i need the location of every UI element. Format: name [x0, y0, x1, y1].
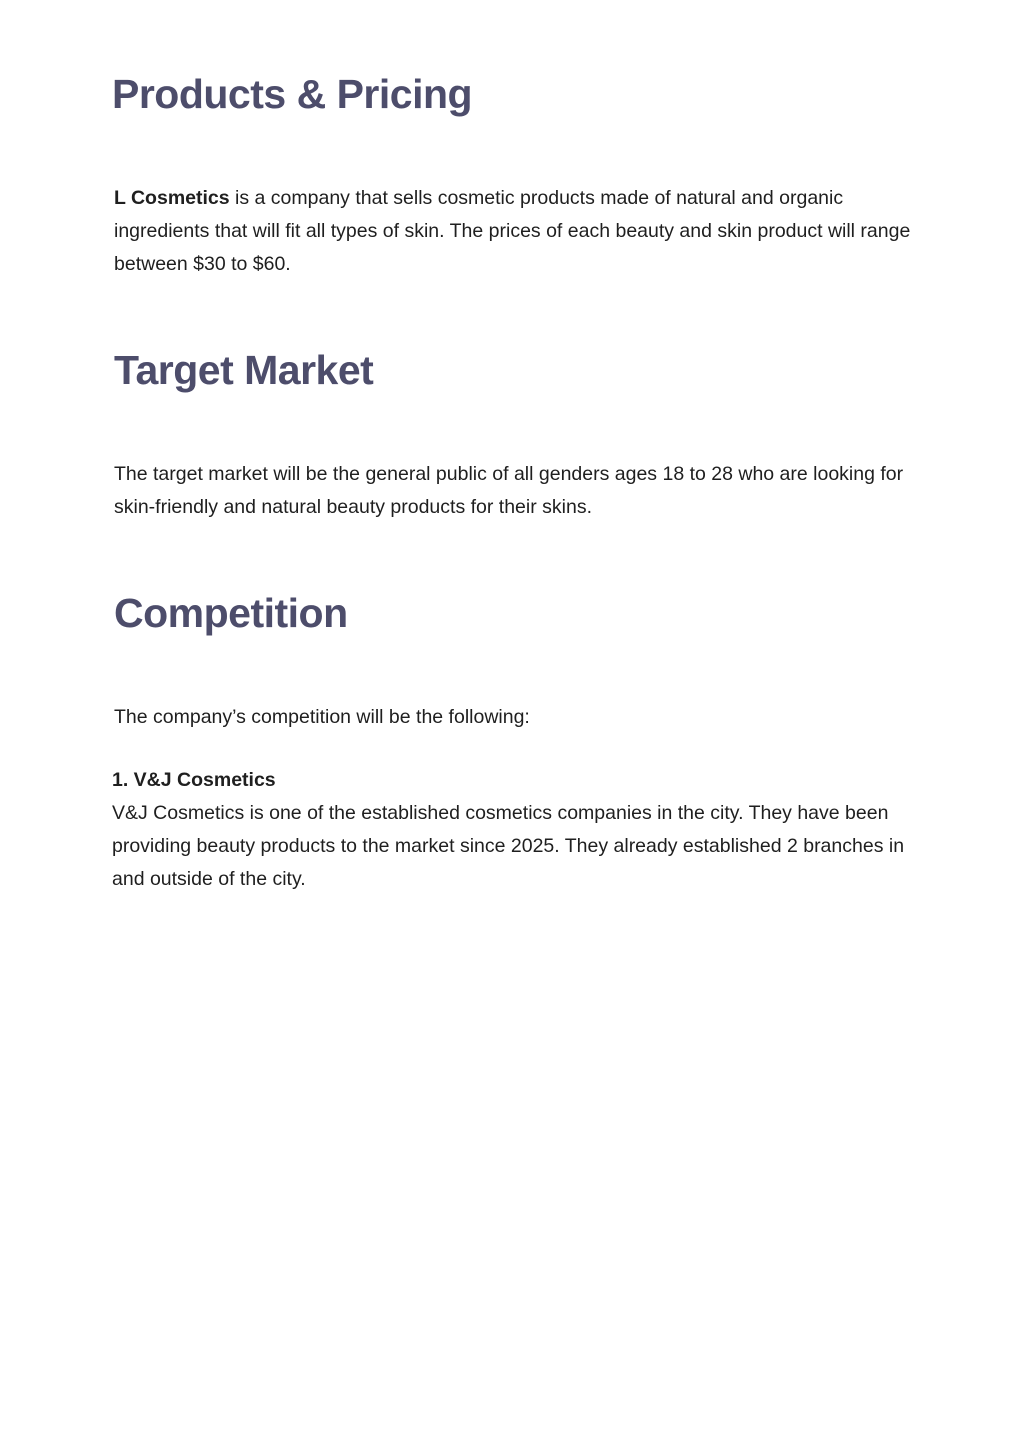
target-market-heading: Target Market [114, 347, 374, 393]
products-pricing-paragraph [114, 182, 914, 281]
competitor-description: V&J Cosmetics is one of the established cosmetics companies in the city. They have been providing beauty products to the market since 2025. They already established 2 branches in and outside of the city. [112, 802, 905, 890]
competition-intro: The company’s competition will be the following: [114, 706, 530, 728]
company-name: L Cosmetics [114, 187, 230, 209]
products-pricing-heading: Products & Pricing [112, 71, 473, 117]
competition-heading: Competition [114, 590, 348, 636]
target-market-paragraph: The target market will be the general public of all genders ages 18 to 28 who are looking for skin-friendly and natural beauty products for their skins. [114, 463, 904, 518]
competitor-name: 1. V&J Cosmetics [112, 769, 276, 791]
products-pricing-body: is a company that sells cosmetic products made of natural and organic ingredients that will fit all types of skin. The prices of each beauty and skin product will range between $30 to $60. [114, 187, 911, 275]
